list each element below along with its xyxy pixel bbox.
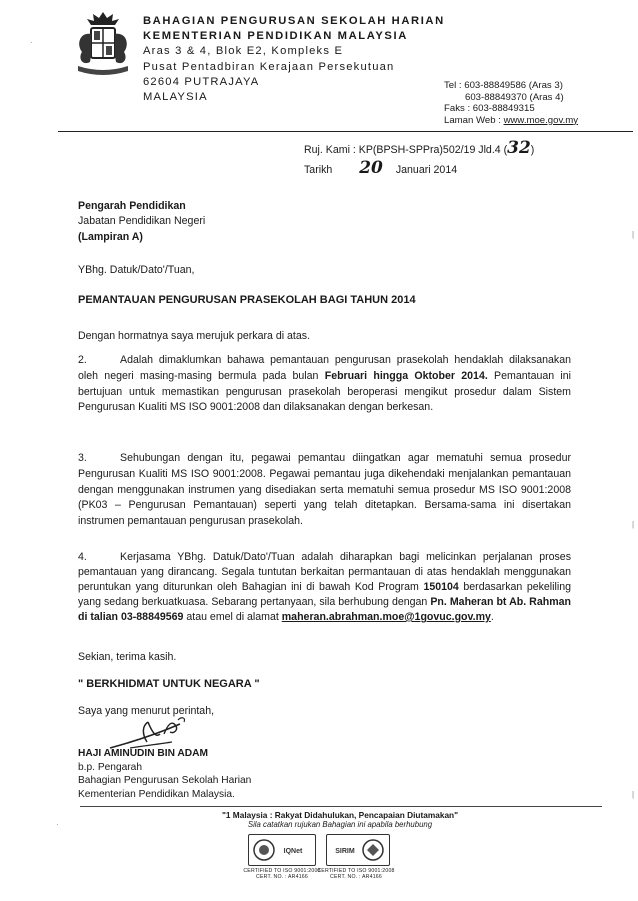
- cert2-number: CERT. NO. : AR4166: [330, 874, 382, 880]
- certification-caption-1: [240, 868, 324, 880]
- signatory-division: Bahagian Pengurusan Sekolah Harian: [78, 775, 252, 787]
- motto: " BERKHIDMAT UNTUK NEGARA ": [78, 678, 260, 690]
- email-link[interactable]: maheran.abrahman.moe@1govuc.gov.my: [281, 611, 491, 623]
- reference-number: Ruj. Kami : KP(BPSH-SPPra)502/19 Jld.4 (: [304, 144, 508, 156]
- signatory-ministry: Kementerian Pendidikan Malaysia.: [78, 788, 235, 800]
- cert1-number: CERT. NO. : AR4166: [256, 874, 308, 880]
- web-link[interactable]: www.moe.gov.my: [503, 114, 579, 126]
- paragraph-3: [78, 451, 571, 530]
- footer-divider: [80, 806, 602, 807]
- scan-mark: |: [632, 790, 635, 799]
- paragraph-3-text: Sehubungan dengan itu, pegawai pemantau diingatkan agar mematuhi semua prosedur Pengurusan Kualiti MS ISO 9001:2008. Pegawai pemantau juga dikehendaki menjalankan pemantauan dengan menggunakan instrumen yang disediakan serta mematuhi semua prosedur MS ISO 9001:2008 (PK03 – Pengurusan Pemantauan) seperti yang telah ditetapkan. Bersama-sama ini disertakan instrumen pemantauan pengurusan prasekolah.: [78, 452, 571, 528]
- paragraph-2-text-a: Adalah dimaklumkan bahawa pemantauan pengurusan prasekolah hendaklah dilaksanakan oleh negeri masing-masing bermula pada bulan: [78, 354, 571, 382]
- recipient-attachment: (Lampiran A): [78, 230, 143, 243]
- malaysia-crest-logo: [72, 10, 134, 78]
- signatory-role: b.p. Pengarah: [78, 761, 143, 773]
- tel-line2: 603-88849370 (Aras 4): [465, 91, 564, 103]
- reference-handwritten: 32: [507, 138, 531, 158]
- org-name-line1: BAHAGIAN PENGURUSAN SEKOLAH HARIAN: [143, 15, 445, 27]
- certification-badge-2: [326, 834, 390, 866]
- subject-title: PEMANTAUAN PENGURUSAN PRASEKOLAH BAGI TAHUN 2014: [78, 294, 416, 306]
- recipient-block: [78, 199, 205, 245]
- org-name-line2: KEMENTERIAN PENDIDIKAN MALAYSIA: [143, 30, 408, 43]
- date-line: [304, 158, 457, 178]
- signatory-name: HAJI AMINUDIN BIN ADAM: [78, 748, 208, 759]
- reference-close: ): [530, 144, 535, 156]
- paragraph-4-text-d: .: [490, 611, 494, 623]
- certification-badge-1: [248, 834, 316, 866]
- paragraph-4-text-b: berdasarkan pekeliling yang sedang berkuatkuasa. Sebarang pertanyaan, sila berhubung dengan: [78, 581, 572, 608]
- address-line1: Aras 3 & 4, Blok E2, Kompleks E: [143, 45, 344, 58]
- paragraph-4-text-a: Kerjasama YBhg. Datuk/Dato'/Tuan adalah diharapkan bagi melicinkan perjalanan proses pemantauan yang dirancang. Segala tuntutan berkaitan permantauan di atas hendaklah menggunakan peruntukan yang diturunkan oleh Bahagian ini di bawah Kod Program: [78, 551, 571, 593]
- iqnet-label: IQNet: [283, 848, 303, 855]
- reference-line: [304, 138, 534, 158]
- paragraph-3-number: 3.: [78, 452, 87, 464]
- paragraph-1: Dengan hormatnya saya merujuk perkara di atas.: [78, 330, 311, 342]
- web-label: Laman Web :: [444, 114, 504, 126]
- letterhead: [143, 14, 445, 105]
- date-handwritten-day: 20: [359, 158, 383, 178]
- recipient-title: Pengarah Pendidikan: [78, 200, 186, 212]
- cert2-text: CERTIFIED TO ISO 9001:2008: [317, 868, 395, 874]
- date-month-year: Januari 2014: [395, 164, 458, 176]
- fax-line: Faks : 603-88849315: [444, 103, 535, 115]
- iqnet-logo-icon: [249, 835, 315, 865]
- order-line: Saya yang menurut perintah,: [78, 705, 215, 717]
- sirim-label: SIRIM: [335, 848, 355, 855]
- cert1-text: CERTIFIED TO ISO 9001:2008: [243, 868, 321, 874]
- scan-mark: ·: [56, 820, 59, 829]
- address-line4: MALAYSIA: [143, 91, 208, 104]
- address-line2: Pusat Pentadbiran Kerajaan Persekutuan: [143, 60, 395, 73]
- closing-line: Sekian, terima kasih.: [78, 651, 177, 663]
- signatory-block: [78, 747, 251, 801]
- paragraph-2-number: 2.: [78, 354, 87, 366]
- paragraph-2-dates: Februari hingga Oktober 2014.: [324, 369, 488, 382]
- tel-line1: Tel : 603-88849586 (Aras 3): [444, 80, 563, 91]
- date-label: Tarikh: [304, 164, 333, 176]
- certification-caption-2: [314, 868, 398, 880]
- paragraph-4-contact-person: Pn. Maheran bt Ab. Rahman di talian 03-88849569: [78, 596, 571, 623]
- paragraph-4-program-code: 150104: [423, 581, 459, 593]
- web-line: [444, 115, 578, 127]
- scan-mark: |: [632, 230, 635, 239]
- salutation: YBhg. Datuk/Dato'/Tuan,: [78, 264, 195, 276]
- paragraph-4-number: 4.: [78, 551, 87, 563]
- contact-block: [444, 80, 578, 126]
- footer-slogan: "1 Malaysia : Rakyat Didahulukan, Pencapaian Diutamakan": [221, 810, 459, 820]
- paragraph-2-text-b: Pemantauan ini bertujuan untuk memastikan pengurusan prasekolah beroperasi mengikut prosedur dalam Sistem Pengurusan Kualiti MS ISO 9001:2008 dan dilaksanakan dengan berkesan.: [78, 369, 572, 414]
- sirim-logo-icon: [327, 835, 389, 865]
- paragraph-4-text-c: atau emel di alamat: [183, 611, 282, 623]
- recipient-department: Jabatan Pendidikan Negeri: [78, 215, 206, 228]
- header-divider: [58, 131, 633, 132]
- signature: [102, 712, 212, 752]
- paragraph-2: [78, 353, 571, 416]
- address-line3: 62604 PUTRAJAYA: [143, 75, 260, 88]
- paragraph-4: [78, 550, 571, 625]
- scan-mark: |: [632, 520, 635, 529]
- scan-mark: ·: [30, 38, 33, 47]
- footer-note: Sila catatkan rujukan Bahagian ini apabila berhubung: [247, 820, 433, 829]
